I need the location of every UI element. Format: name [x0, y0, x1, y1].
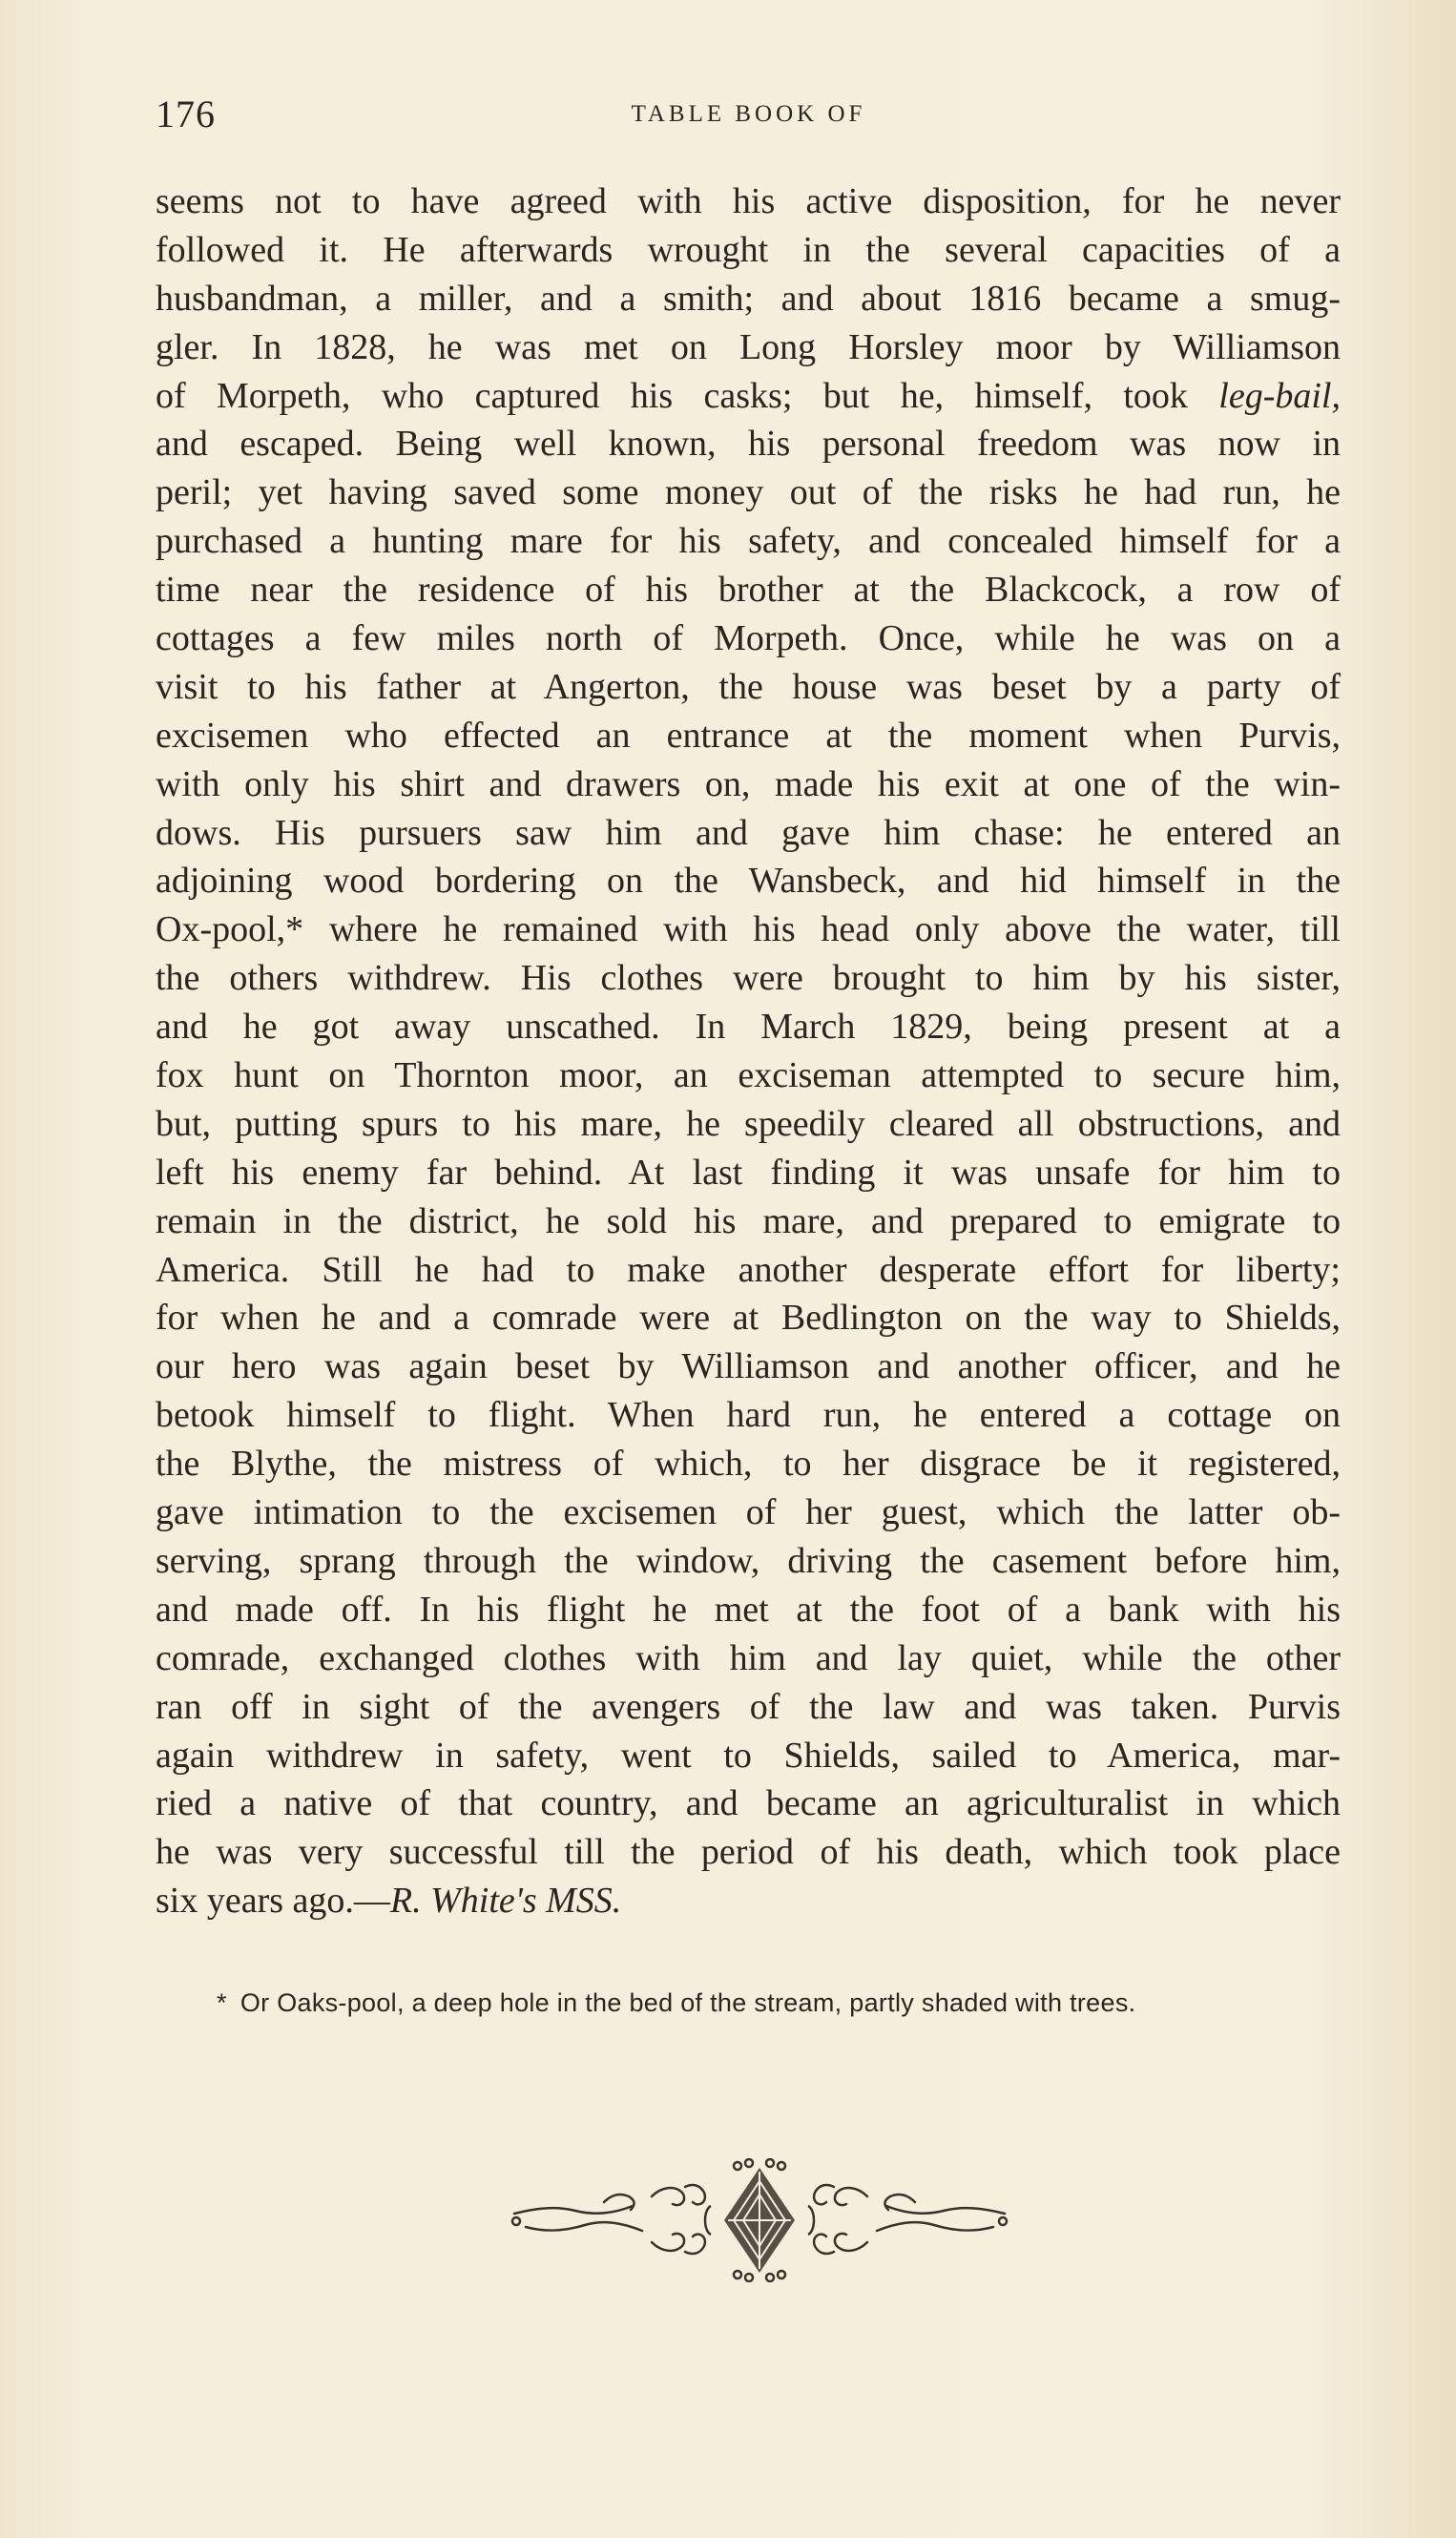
text-line: gler. In 1828, he was met on Long Horsley moor by Williamson [156, 326, 1341, 367]
text-line: he was very successful till the period of his death, which took place [156, 1832, 1341, 1873]
text-line: adjoining wood bordering on the Wansbeck, and hid himself in the [156, 861, 1341, 902]
text-line: with only his shirt and drawers on, made his exit at one of the win- [156, 763, 1341, 804]
page-header [156, 92, 1303, 149]
text-line: gave intimation to the excisemen of her guest, which the latter ob- [156, 1492, 1341, 1533]
text-line [156, 372, 1341, 421]
text-line: visit to his father at Angerton, the house was beset by a party of [156, 666, 1341, 707]
italic-phrase: leg-bail, [1218, 375, 1341, 416]
text-line: America. Still he had to make another desperate effort for liberty; [156, 1249, 1341, 1290]
text-line: followed it. He afterwards wrought in the several capacities of a [156, 229, 1341, 270]
text-line: peril; yet having saved some money out of the risks he had run, he [156, 472, 1341, 513]
footnote-marker: * [217, 1988, 227, 2017]
text-line: betook himself to flight. When hard run, he entered a cottage on [156, 1395, 1341, 1436]
text-line: but, putting spurs to his mare, he speedily cleared all obstructions, and [156, 1103, 1341, 1144]
text-line: serving, sprang through the window, driving the casement before him, [156, 1540, 1341, 1581]
text-line [156, 1877, 1341, 1925]
text-line: our hero was again beset by Williamson and another officer, and he [156, 1346, 1341, 1387]
text-line: left his enemy far behind. At last finding it was unsafe for him to [156, 1152, 1341, 1193]
text-line: and he got away unscathed. In March 1829, being present at a [156, 1007, 1341, 1048]
text-line: the others withdrew. His clothes were brought to him by his sister, [156, 958, 1341, 999]
text-line: for when he and a comrade were at Bedlington on the way to Shields, [156, 1298, 1341, 1339]
text-line: time near the residence of his brother at the Blackcock, a row of [156, 570, 1341, 611]
text-line: again withdrew in safety, went to Shields, sailed to America, mar- [156, 1735, 1341, 1776]
text-line: comrade, exchanged clothes with him and lay quiet, while the other [156, 1637, 1341, 1678]
text-line: seems not to have agreed with his active disposition, for he never [156, 181, 1341, 221]
text-line: husbandman, a miller, and a smith; and about 1816 became a smug- [156, 278, 1341, 319]
text-line: fox hunt on Thornton moor, an exciseman attempted to secure him, [156, 1055, 1341, 1096]
text-line: Ox-pool,* where he remained with his head only above the water, till [156, 909, 1341, 950]
text-line: excisemen who effected an entrance at the moment when Purvis, [156, 715, 1341, 756]
text-line-roman: six years ago.— [156, 1881, 390, 1922]
decorative-tailpiece-icon [509, 2158, 1010, 2282]
running-head: TABLE BOOK OF [631, 101, 866, 127]
text-line: and escaped. Being well known, his personal freedom was now in [156, 424, 1341, 465]
text-line: purchased a hunting mare for his safety, and concealed himself for a [156, 521, 1341, 562]
text-line: remain in the district, he sold his mare, and prepared to emigrate to [156, 1200, 1341, 1241]
text-line: and made off. In his flight he met at the foot of a bank with his [156, 1589, 1341, 1630]
footnote-text: Or Oaks-pool, a deep hole in the bed of the stream, partly shaded with trees. [239, 1988, 1136, 2017]
body-text [156, 177, 1341, 1925]
text-line: cottages a few miles north of Morpeth. Once, while he was on a [156, 618, 1341, 659]
italic-attribution: R. White's MSS. [389, 1881, 622, 1922]
text-line: the Blythe, the mistress of which, to her disgrace be it registered, [156, 1444, 1341, 1485]
text-line: ried a native of that country, and became an agriculturalist in which [156, 1783, 1341, 1824]
page-number: 176 [156, 93, 216, 135]
text-line-roman: of Morpeth, who captured his casks; but he, himself, took [156, 375, 1219, 416]
text-line: dows. His pursuers saw him and gave him chase: he entered an [156, 812, 1341, 853]
footnote [217, 1988, 1285, 2018]
text-line: ran off in sight of the avengers of the law and was taken. Purvis [156, 1686, 1341, 1727]
